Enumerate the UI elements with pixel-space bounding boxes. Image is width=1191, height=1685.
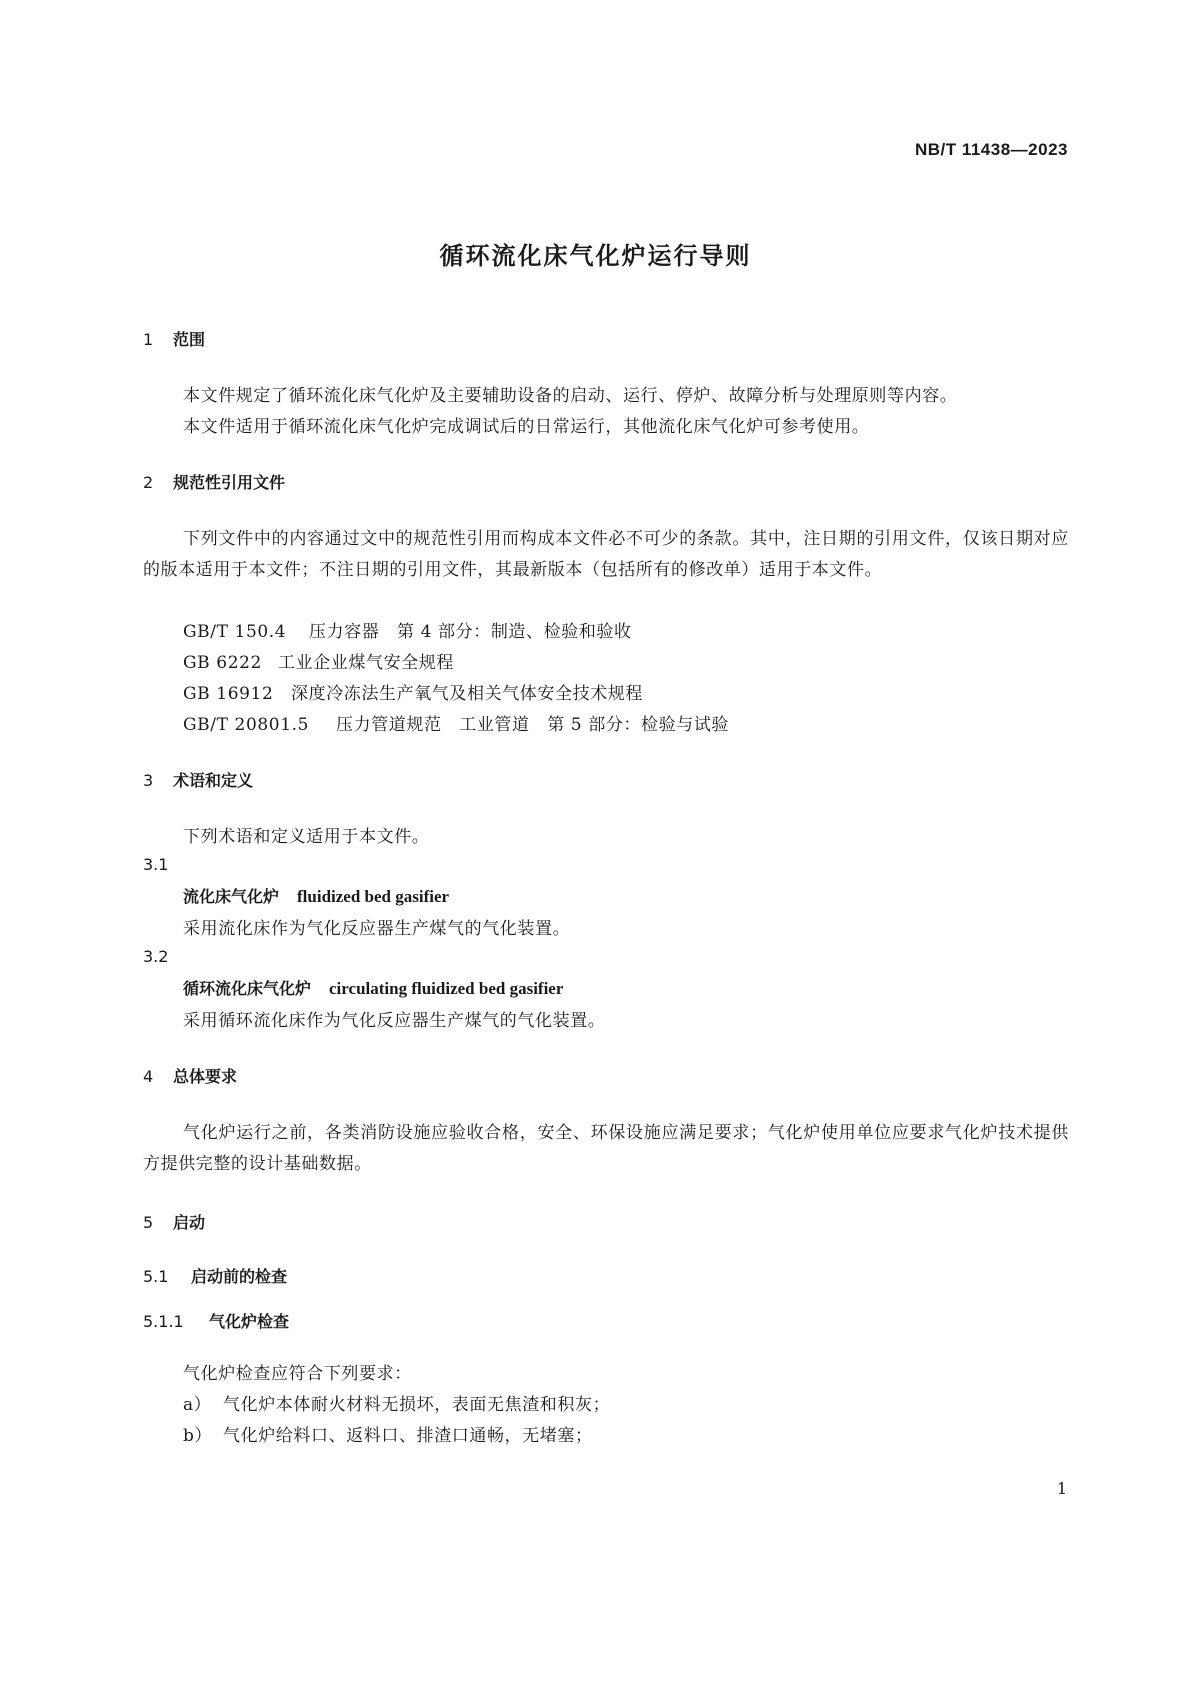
section-1-heading: [143, 327, 205, 350]
document-title: 循环流化床气化炉运行导则: [439, 242, 752, 270]
list-letter: a）: [183, 1395, 212, 1415]
section-title: 规范性引用文件: [173, 473, 286, 492]
term-chinese: 循环流化床气化炉: [183, 979, 312, 998]
subsection-5-1-1-heading: [143, 1309, 289, 1332]
list-text: 气化炉本体耐火材料无损坏，表面无焦渣和积灰；: [223, 1395, 611, 1415]
subsection-title: 启动前的检查: [191, 1267, 288, 1286]
term-number: 3.2: [143, 947, 169, 966]
section-number: 5: [143, 1213, 154, 1232]
section-number: 1: [143, 330, 154, 349]
list-item: [183, 1390, 610, 1415]
reference-name: 压力容器 第 4 部分：制造、检验和验收: [309, 622, 632, 642]
section-title: 范围: [173, 330, 206, 349]
reference-name: 工业企业煤气安全规程: [278, 653, 454, 673]
section-title: 总体要求: [173, 1067, 238, 1086]
section-number: 3: [143, 771, 154, 790]
reference-item: [183, 648, 454, 673]
reference-code: GB/T 20801.5: [183, 715, 310, 735]
term-heading: [183, 976, 563, 999]
term-definition: 采用循环流化床作为气化反应器生产煤气的气化装置。: [183, 1011, 606, 1031]
reference-name: 压力管道规范 工业管道 第 5 部分：检验与试验: [336, 715, 730, 735]
check-intro: 气化炉检查应符合下列要求：: [183, 1364, 412, 1384]
section-title: 术语和定义: [173, 771, 254, 790]
section-3-heading: [143, 768, 253, 791]
list-item: [183, 1421, 593, 1446]
section-1-paragraph-2: 本文件适用于循环流化床气化炉完成调试后的日常运行，其他流化床气化炉可参考使用。: [183, 417, 870, 437]
document-number: NB/T 11438—2023: [914, 140, 1068, 159]
list-letter: b）: [183, 1426, 213, 1446]
subsection-number: 5.1: [143, 1267, 169, 1286]
reference-item: [183, 617, 632, 642]
section-number: 4: [143, 1067, 154, 1086]
section-2-paragraph: 下列文件中的内容通过文中的规范性引用而构成本文件必不可少的条款。其中，注日期的引用文件，仅该日期对应的版本适用于本文件；不注日期的引用文件，其最新版本（包括所有的修改单）适用于本文件。: [143, 529, 1069, 580]
term-english: circulating fluidized bed gasifier: [329, 979, 564, 998]
page-number: 1: [1056, 1479, 1067, 1498]
reference-code: GB/T 150.4: [183, 622, 287, 642]
reference-code: GB 16912: [183, 684, 274, 704]
subsection-title: 气化炉检查: [209, 1312, 290, 1331]
term-english: fluidized bed gasifier: [297, 887, 450, 906]
term-number: 3.1: [143, 855, 169, 874]
section-number: 2: [143, 473, 154, 492]
reference-code: GB 6222: [183, 653, 262, 673]
term-heading: [183, 884, 449, 907]
list-text: 气化炉给料口、返料口、排渣口通畅，无堵塞；: [223, 1426, 593, 1446]
term-chinese: 流化床气化炉: [183, 887, 280, 906]
section-2-heading: [143, 470, 285, 493]
subsection-number: 5.1.1: [143, 1312, 184, 1331]
subsection-5-1-heading: [143, 1264, 287, 1287]
section-4-paragraph: 气化炉运行之前，各类消防设施应验收合格，安全、环保设施应满足要求；气化炉使用单位应要求气化炉技术提供方提供完整的设计基础数据。: [143, 1123, 1069, 1174]
section-4-heading: [143, 1064, 237, 1087]
section-1-paragraph-1: 本文件规定了循环流化床气化炉及主要辅助设备的启动、运行、停炉、故障分析与处理原则等内容。: [183, 386, 958, 406]
section-title: 启动: [173, 1213, 206, 1232]
reference-item: [183, 679, 643, 704]
section-3-intro: 下列术语和定义适用于本文件。: [183, 827, 430, 847]
reference-item: [183, 710, 729, 735]
term-definition: 采用流化床作为气化反应器生产煤气的气化装置。: [183, 919, 571, 939]
reference-name: 深度冷冻法生产氧气及相关气体安全技术规程: [291, 684, 643, 704]
section-5-heading: [143, 1210, 205, 1233]
